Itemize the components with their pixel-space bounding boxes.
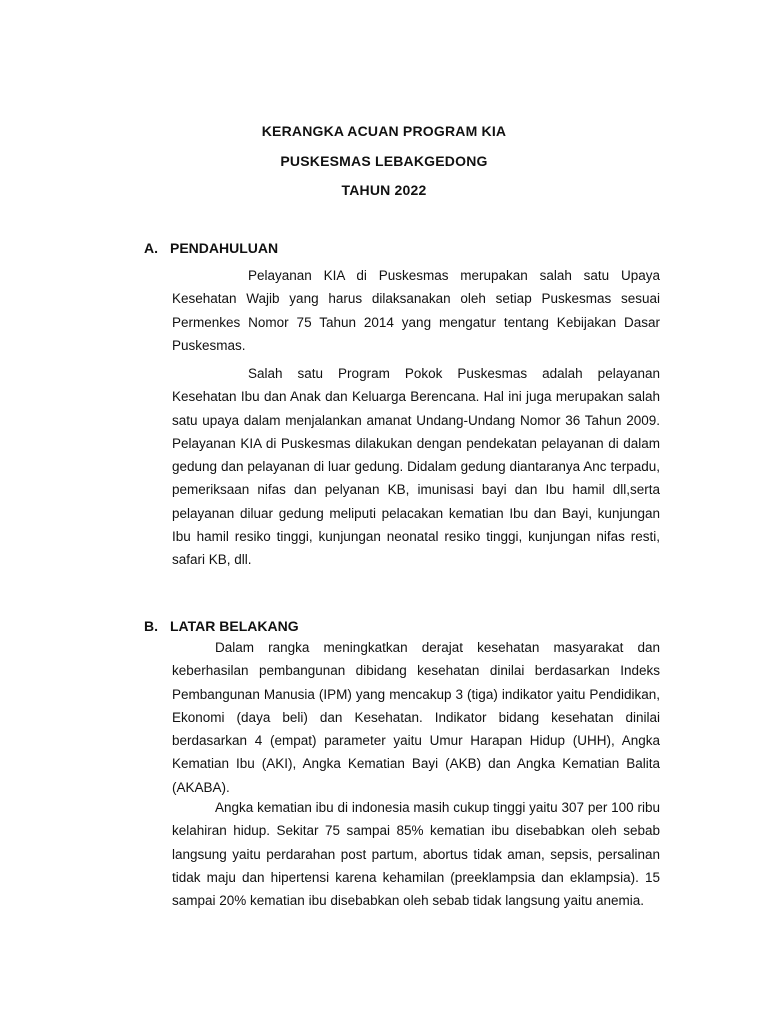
- section-b-letter: B.: [144, 618, 158, 634]
- section-a-letter: A.: [144, 240, 158, 256]
- document-title-line-1: KERANGKA ACUAN PROGRAM KIA: [261, 123, 507, 139]
- section-b-heading: [144, 617, 299, 635]
- section-b-paragraph-1: Dalam rangka meningkatkan derajat kesehatan masyarakat dan keberhasilan pembangunan dibidang kesehatan dinilai berdasarkan Indeks Pembangunan Manusia (IPM) yang mencakup 3 (tiga) indikator yaitu Pendidikan, Ekonomi (daya beli) dan Kesehatan. Indikator bidang kesehatan dinilai berdasarkan 4 (empat) parameter yaitu Umur Harapan Hidup (UHH), Angka Kematian Ibu (AKI), Angka Kematian Bayi (AKB) dan Angka Kematian Balita (AKABA).: [172, 640, 660, 795]
- section-b-paragraph-2: Angka kematian ibu di indonesia masih cukup tinggi yaitu 307 per 100 ribu kelahiran hidup. Sekitar 75 sampai 85% kematian ibu disebabkan oleh sebab langsung yaitu perdarahan post partum, abortus tidak aman, sepsis, persalinan tidak maju dan hipertensi karena kehamilan (preeklampsia dan eklampsia). 15 sampai 20% kematian ibu disebabkan oleh sebab tidak langsung yaitu anemia.: [172, 800, 660, 909]
- section-a-paragraph-2: Salah satu Program Pokok Puskesmas adalah pelayanan Kesehatan Ibu dan Anak dan Keluarga Berencana. Hal ini juga merupakan salah satu upaya dalam menjalankan amanat Undang-Undang Nomor 36 Tahun 2009. Pelayanan KIA di Puskesmas dilakukan dengan pendekatan pelayanan di dalam gedung dan pelayanan di luar gedung. Didalam gedung diantaranya Anc terpadu, pemeriksaan nifas dan pelyanan KB, imunisasi bayi dan Ibu hamil dll,serta pelayanan diluar gedung meliputi pelacakan kematian Ibu dan Bayi, kunjungan Ibu hamil resiko tinggi, kunjungan neonatal resiko tinggi, kunjungan nifas resti, safari KB, dll.: [172, 366, 660, 568]
- section-b-title: LATAR BELAKANG: [170, 618, 299, 634]
- section-a-paragraph-1: Pelayanan KIA di Puskesmas merupakan salah satu Upaya Kesehatan Wajib yang harus dilaksanakan oleh setiap Puskesmas sesuai Permenkes Nomor 75 Tahun 2014 yang mengatur tentang Kebijakan Dasar Puskesmas.: [172, 268, 660, 353]
- document-title-line-2: PUSKESMAS LEBAKGEDONG: [280, 153, 488, 169]
- document-title-line-3: TAHUN 2022: [341, 182, 427, 198]
- section-a-heading: [144, 239, 278, 257]
- section-a-title: PENDAHULUAN: [170, 240, 279, 256]
